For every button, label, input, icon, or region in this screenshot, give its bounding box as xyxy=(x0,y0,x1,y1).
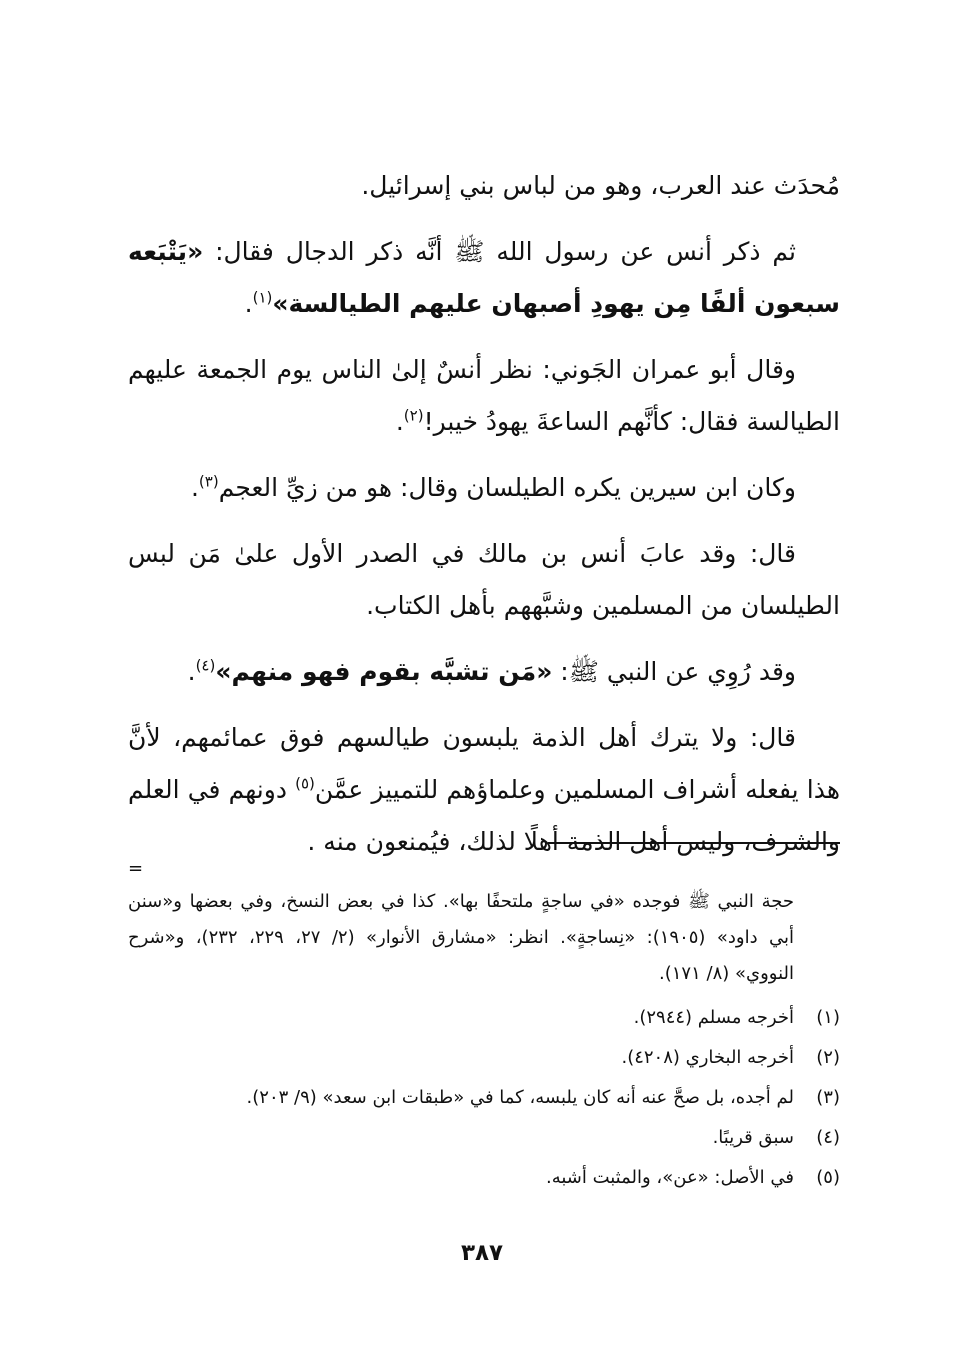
paragraph-1-end: . xyxy=(244,289,253,318)
hadith-quote-2: «مَن تشبَّه بقوم فهو منهم» xyxy=(215,657,553,686)
paragraph-6-lead: قال: ولا يترك أهل الذمة يلبسون طيالسهم فوق عمائمهم، لأنَّ هذا يفعله أشراف المسلمين وعلماؤهم للتمييز عمَّن xyxy=(128,723,840,804)
main-text xyxy=(128,160,840,882)
footnote-number: (٤) xyxy=(816,1127,840,1148)
paragraph-2-text: وقال أبو عمران الجَوني: نظر أنسٌ إلىٰ الناس يوم الجمعة عليهم الطيالسة فقال: كأنَّهم الساعةَ يهودُ خيبر! xyxy=(128,355,840,436)
footnote-ref-3[interactable]: (٣) xyxy=(198,472,219,491)
footnote-5 xyxy=(128,1158,840,1198)
page-number: ٣٨٧ xyxy=(460,1240,504,1266)
footnote-text: أخرجه البخاري (٤٢٠٨). xyxy=(621,1047,794,1068)
hadith-quote-1: «يَتْبَعه سبعون ألفًا مِن يهودِ أصبهان عليهم الطيالسة» xyxy=(128,237,840,318)
footnote-number: (١) xyxy=(816,1007,840,1028)
paragraph-6 xyxy=(128,712,840,868)
paragraph-2-end: . xyxy=(395,407,404,436)
footnote-ref-2[interactable]: (٢) xyxy=(403,406,424,425)
footnote-continuation-mark: = xyxy=(128,858,144,879)
paragraph-1 xyxy=(128,226,840,330)
footnote-ref-4[interactable]: (٤) xyxy=(195,656,216,675)
paragraph-3-text: وكان ابن سيرين يكره الطيلسان وقال: هو من زيِّ العجم xyxy=(218,473,796,502)
paragraph-3-end: . xyxy=(190,473,199,502)
paragraph-6-rest: دونهم في العلم والشرف، وليس أهل الذمة أهلًا لذلك، فيُمنعون منه . xyxy=(128,775,840,856)
paragraph-5-lead: وقد رُوِي عن النبي ﷺ: xyxy=(552,657,796,686)
footnote-continuation: حجة النبي ﷺ فوجده «في ساجةٍ ملتحفًا بها». كذا في بعض النسخ، وفي بعضها و«سنن أبي داود» (١٩٠٥): «نِساجةٍ». انظر: «مشارق الأنوار» (٢/ ٢٧، ٢٢٩، ٢٣٢)، و«شرح النووي» (٨/ ١٧١). xyxy=(128,891,795,984)
footnote-text: في الأصل: «عن»، والمثبت أشبه. xyxy=(545,1167,794,1188)
footnote-text: أخرجه مسلم (٢٩٤٤). xyxy=(633,1007,794,1028)
paragraph-3 xyxy=(128,462,840,514)
paragraph-2 xyxy=(128,344,840,448)
footnote-text: سبق قريبًا. xyxy=(712,1127,794,1148)
paragraph-5-end: . xyxy=(187,657,196,686)
footnote-divider xyxy=(548,842,840,844)
footnote-1 xyxy=(128,998,840,1038)
footnote-text: لم أجده، بل صحَّ عنه أنه كان يلبسه، كما في «طبقات ابن سعد» (٩/ ٢٠٣). xyxy=(246,1087,794,1108)
paragraph-4-text: قال: وقد عابَ أنس بن مالك في الصدر الأول علىٰ مَن لبس الطيلسان من المسلمين وشبَّههم بأهل الكتاب. xyxy=(128,539,840,620)
footnote-ref-1[interactable]: (١) xyxy=(252,288,273,307)
paragraph-0 xyxy=(128,160,840,212)
footnote-4 xyxy=(128,1118,840,1158)
paragraph-0-text: مُحدَث عند العرب، وهو من لباس بني إسرائيل. xyxy=(361,171,840,200)
footnotes xyxy=(128,858,840,1198)
paragraph-5 xyxy=(128,646,840,698)
footnote-ref-5[interactable]: (٥) xyxy=(295,774,315,793)
footnote-number: (٥) xyxy=(816,1167,840,1188)
footnote-3 xyxy=(128,1078,840,1118)
paragraph-4 xyxy=(128,528,840,632)
footnote-number: (٣) xyxy=(816,1087,840,1108)
paragraph-1-lead: ثم ذكر أنس عن رسول الله ﷺ أنَّه ذكر الدجال فقال: xyxy=(203,237,796,266)
footnote-2 xyxy=(128,1038,840,1078)
footnote-number: (٢) xyxy=(816,1047,840,1068)
